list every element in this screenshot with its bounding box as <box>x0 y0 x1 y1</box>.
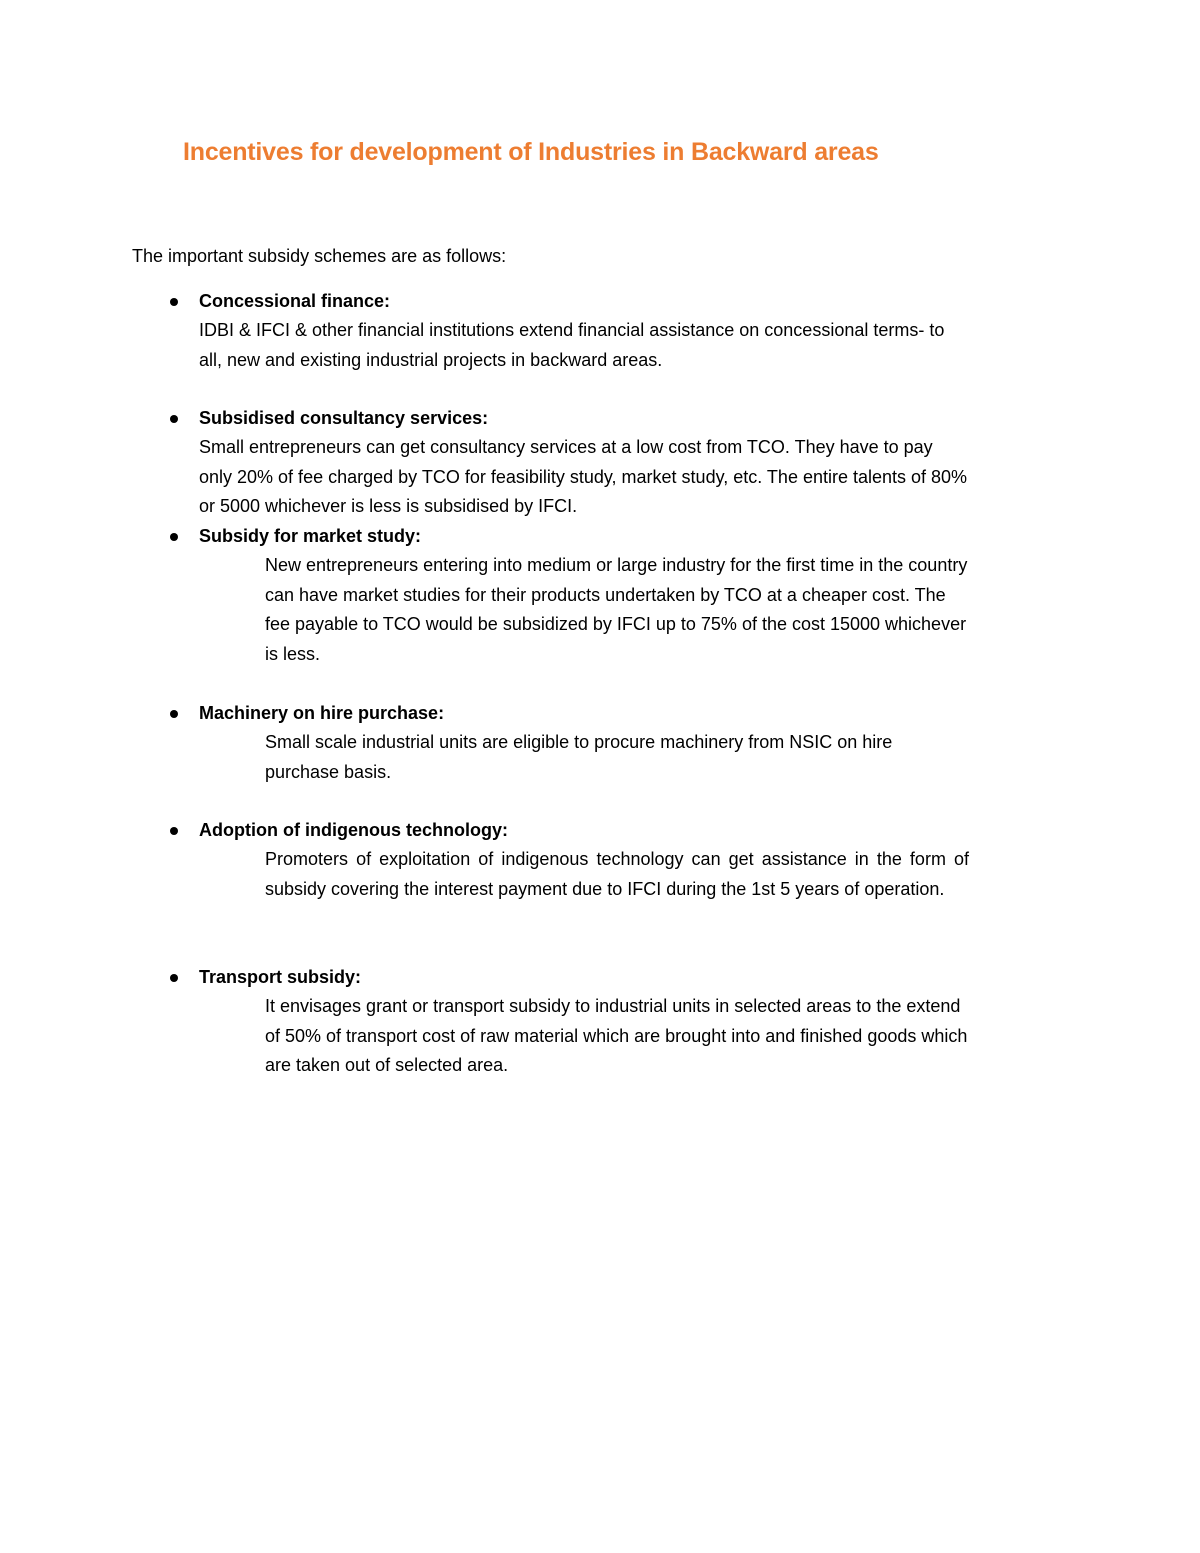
item-heading: Subsidised consultancy services: <box>199 408 489 428</box>
item-heading: Subsidy for market study: <box>199 526 422 546</box>
item-body: It envisages grant or transport subsidy to industrial units in selected areas to the extend of 50% of transport cost of raw material which are brought into and finished goods which are taken out of selected area. <box>265 996 968 1075</box>
item-body: Small entrepreneurs can get consultancy services at a low cost from TCO. They have to pay only 20% of fee charged by TCO for feasibility study, market study, etc. The entire talents of 80% or 5000 whichever is less is subsidised by IFCI. <box>199 437 968 516</box>
bullet-icon <box>170 710 178 718</box>
item-body: IDBI & IFCI & other financial institutions extend financial assistance on concessional terms- to all, new and existing industrial projects in backward areas. <box>199 320 945 370</box>
item-heading: Machinery on hire purchase: <box>199 703 445 723</box>
bullet-icon <box>170 298 178 306</box>
item-body: New entrepreneurs entering into medium or large industry for the first time in the country can have market studies for their products undertaken by TCO at a cheaper cost. The fee payable to TCO would be subsidized by IFCI up to 75% of the cost 15000 whichever is less. <box>265 555 968 664</box>
bullet-icon <box>170 533 178 541</box>
item-heading: Concessional finance: <box>199 291 391 311</box>
item-body: Promoters of exploitation of indigenous technology can get assistance in the form of subsidy covering the interest payment due to IFCI during the 1st 5 years of operation. <box>265 849 969 899</box>
bullet-icon <box>170 827 178 835</box>
item-heading: Transport subsidy: <box>199 967 362 987</box>
bullet-icon <box>170 415 178 423</box>
item-heading: Adoption of indigenous technology: <box>199 820 508 840</box>
bullet-icon <box>170 974 178 982</box>
page-title: Incentives for development of Industries in Backward areas <box>183 138 879 166</box>
intro-text: The important subsidy schemes are as follows: <box>132 246 507 266</box>
item-body: Small scale industrial units are eligible to procure machinery from NSIC on hire purchase basis. <box>265 732 893 782</box>
